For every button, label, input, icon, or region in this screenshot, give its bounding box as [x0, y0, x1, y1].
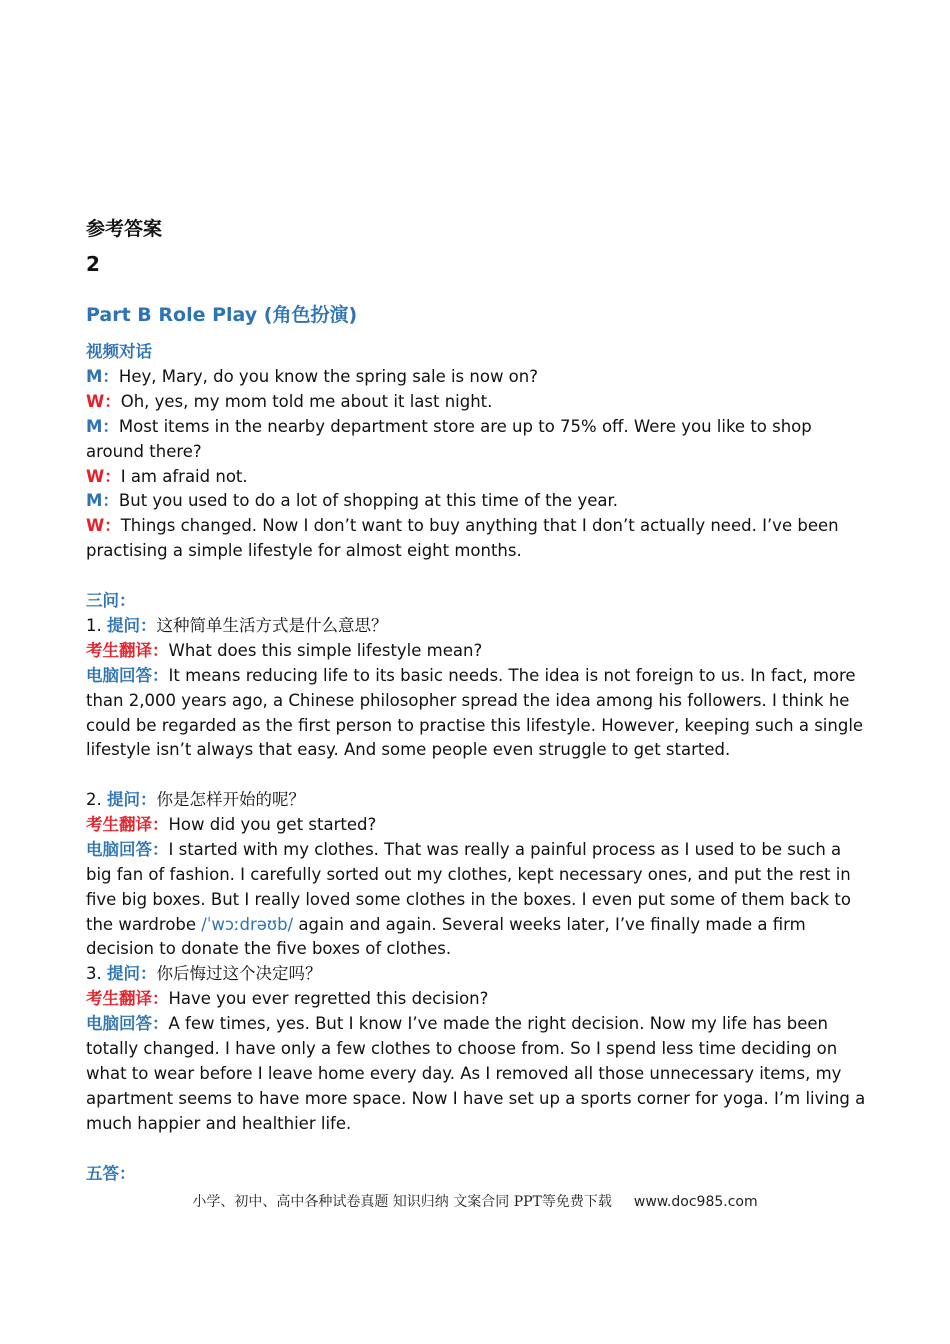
question-2-block: [86, 788, 866, 1137]
dialogue-text: Most items in the nearby department store are up to 75% off. Were you like to shop around there?: [86, 416, 812, 461]
ask-text: 这种简单生活方式是什么意思？: [156, 615, 388, 635]
question-3-translation: [86, 987, 866, 1012]
translation-label: 考生翻译：: [86, 989, 169, 1009]
footer-text: 小学、初中、高中各种试卷真题 知识归纳 文案合同 PPT等免费下载: [192, 1194, 612, 1210]
speaker-label: W：: [86, 391, 121, 411]
dialogue-text: I am afraid not.: [120, 466, 248, 486]
question-number: 2.: [86, 790, 102, 809]
dialogue-line: [86, 489, 866, 514]
ask-label: 提问：: [107, 790, 157, 809]
footer-url: www.doc985.com: [633, 1194, 758, 1210]
video-dialogue: [86, 340, 866, 564]
dialogue-text: Hey, Mary, do you know the spring sale is now on?: [118, 366, 538, 386]
question-2-answer: [86, 838, 866, 963]
three-questions: [86, 589, 866, 763]
ask-label: 提问：: [107, 615, 157, 635]
question-2-translation: [86, 813, 866, 838]
dialogue-line: [86, 514, 866, 564]
dialogue-line: [86, 415, 866, 465]
translation-label: 考生翻译：: [86, 640, 169, 660]
question-3-answer: [86, 1012, 866, 1137]
speaker-label: W：: [86, 466, 121, 486]
part-title: Part B Role Play (角色扮演): [86, 304, 358, 326]
speaker-label: M：: [86, 416, 119, 436]
question-1-answer: [86, 664, 866, 764]
phonetic-transcription: /ˈwɔːdrəʊb/: [201, 914, 294, 934]
answer-label: 电脑回答：: [86, 1014, 169, 1034]
video-label: 视频对话: [86, 342, 152, 361]
question-1-translation: [86, 639, 866, 664]
dialogue-line: [86, 390, 866, 415]
page-heading: 参考答案: [86, 218, 163, 240]
dialogue-text: Things changed. Now I don’t want to buy anything that I don’t actually need. I’ve been practising a simple lifestyle for almost eight months.: [86, 516, 839, 561]
dialogue-line: [86, 465, 866, 490]
answer-label: 电脑回答：: [86, 839, 169, 859]
page-footer: [0, 1191, 950, 1211]
ask-text: 你后悔过这个决定吗？: [156, 964, 322, 984]
question-2-ask: [86, 788, 866, 813]
answer-label: 电脑回答：: [86, 665, 169, 685]
five-answers: [86, 1162, 866, 1187]
three-questions-label: 三问：: [86, 591, 136, 610]
ask-label: 提问：: [107, 964, 157, 984]
dialogue-text: Oh, yes, my mom told me about it last night.: [120, 391, 493, 411]
answer-text-continued: again and again. Several weeks later, I’ve finally made a firm decision to donate the five boxes of clothes.: [86, 914, 806, 959]
answer-text: It means reducing life to its basic needs. The idea is not foreign to us. In fact, more than 2,000 years ago, a Chinese philosopher spread the idea among his followers. I think he could be regarded as the first person to practise this lifestyle. However, keeping such a single lifestyle isn’t always that easy. And some people even struggle to get started.: [86, 665, 864, 760]
question-number: 1.: [86, 615, 102, 635]
dialogue-line: [86, 365, 866, 390]
dialogue-text: But you used to do a lot of shopping at this time of the year.: [118, 491, 618, 511]
translation-text: What does this simple lifestyle mean?: [168, 640, 483, 660]
translation-text: Have you ever regretted this decision?: [168, 989, 489, 1009]
speaker-label: M：: [86, 366, 119, 386]
translation-text: How did you get started?: [168, 814, 377, 834]
speaker-label: M：: [86, 491, 119, 511]
five-answers-label: 五答：: [86, 1164, 136, 1183]
ask-text: 你是怎样开始的呢？: [156, 790, 305, 809]
answer-text: I started with my clothes. That was really a painful process as I used to be such a big fan of fashion. I carefully sorted out my clothes, kept necessary ones, and put the rest in five big boxes. But I really loved some clothes in the boxes. I even put some of them back to the wardrobe: [86, 839, 851, 934]
section-number: 2: [86, 252, 100, 276]
question-3-ask: [86, 962, 866, 987]
question-number: 3.: [86, 964, 102, 984]
speaker-label: W：: [86, 516, 121, 536]
translation-label: 考生翻译：: [86, 814, 169, 834]
question-1-ask: [86, 614, 866, 639]
answer-text: A few times, yes. But I know I’ve made the right decision. Now my life has been totally changed. I have only a few clothes to choose from. So I spend less time deciding on what to wear before I leave home every day. As I removed all those unnecessary items, my apartment seems to have more space. Now I have set up a sports corner for yoga. I’m living a much happier and healthier life.: [86, 1014, 866, 1133]
